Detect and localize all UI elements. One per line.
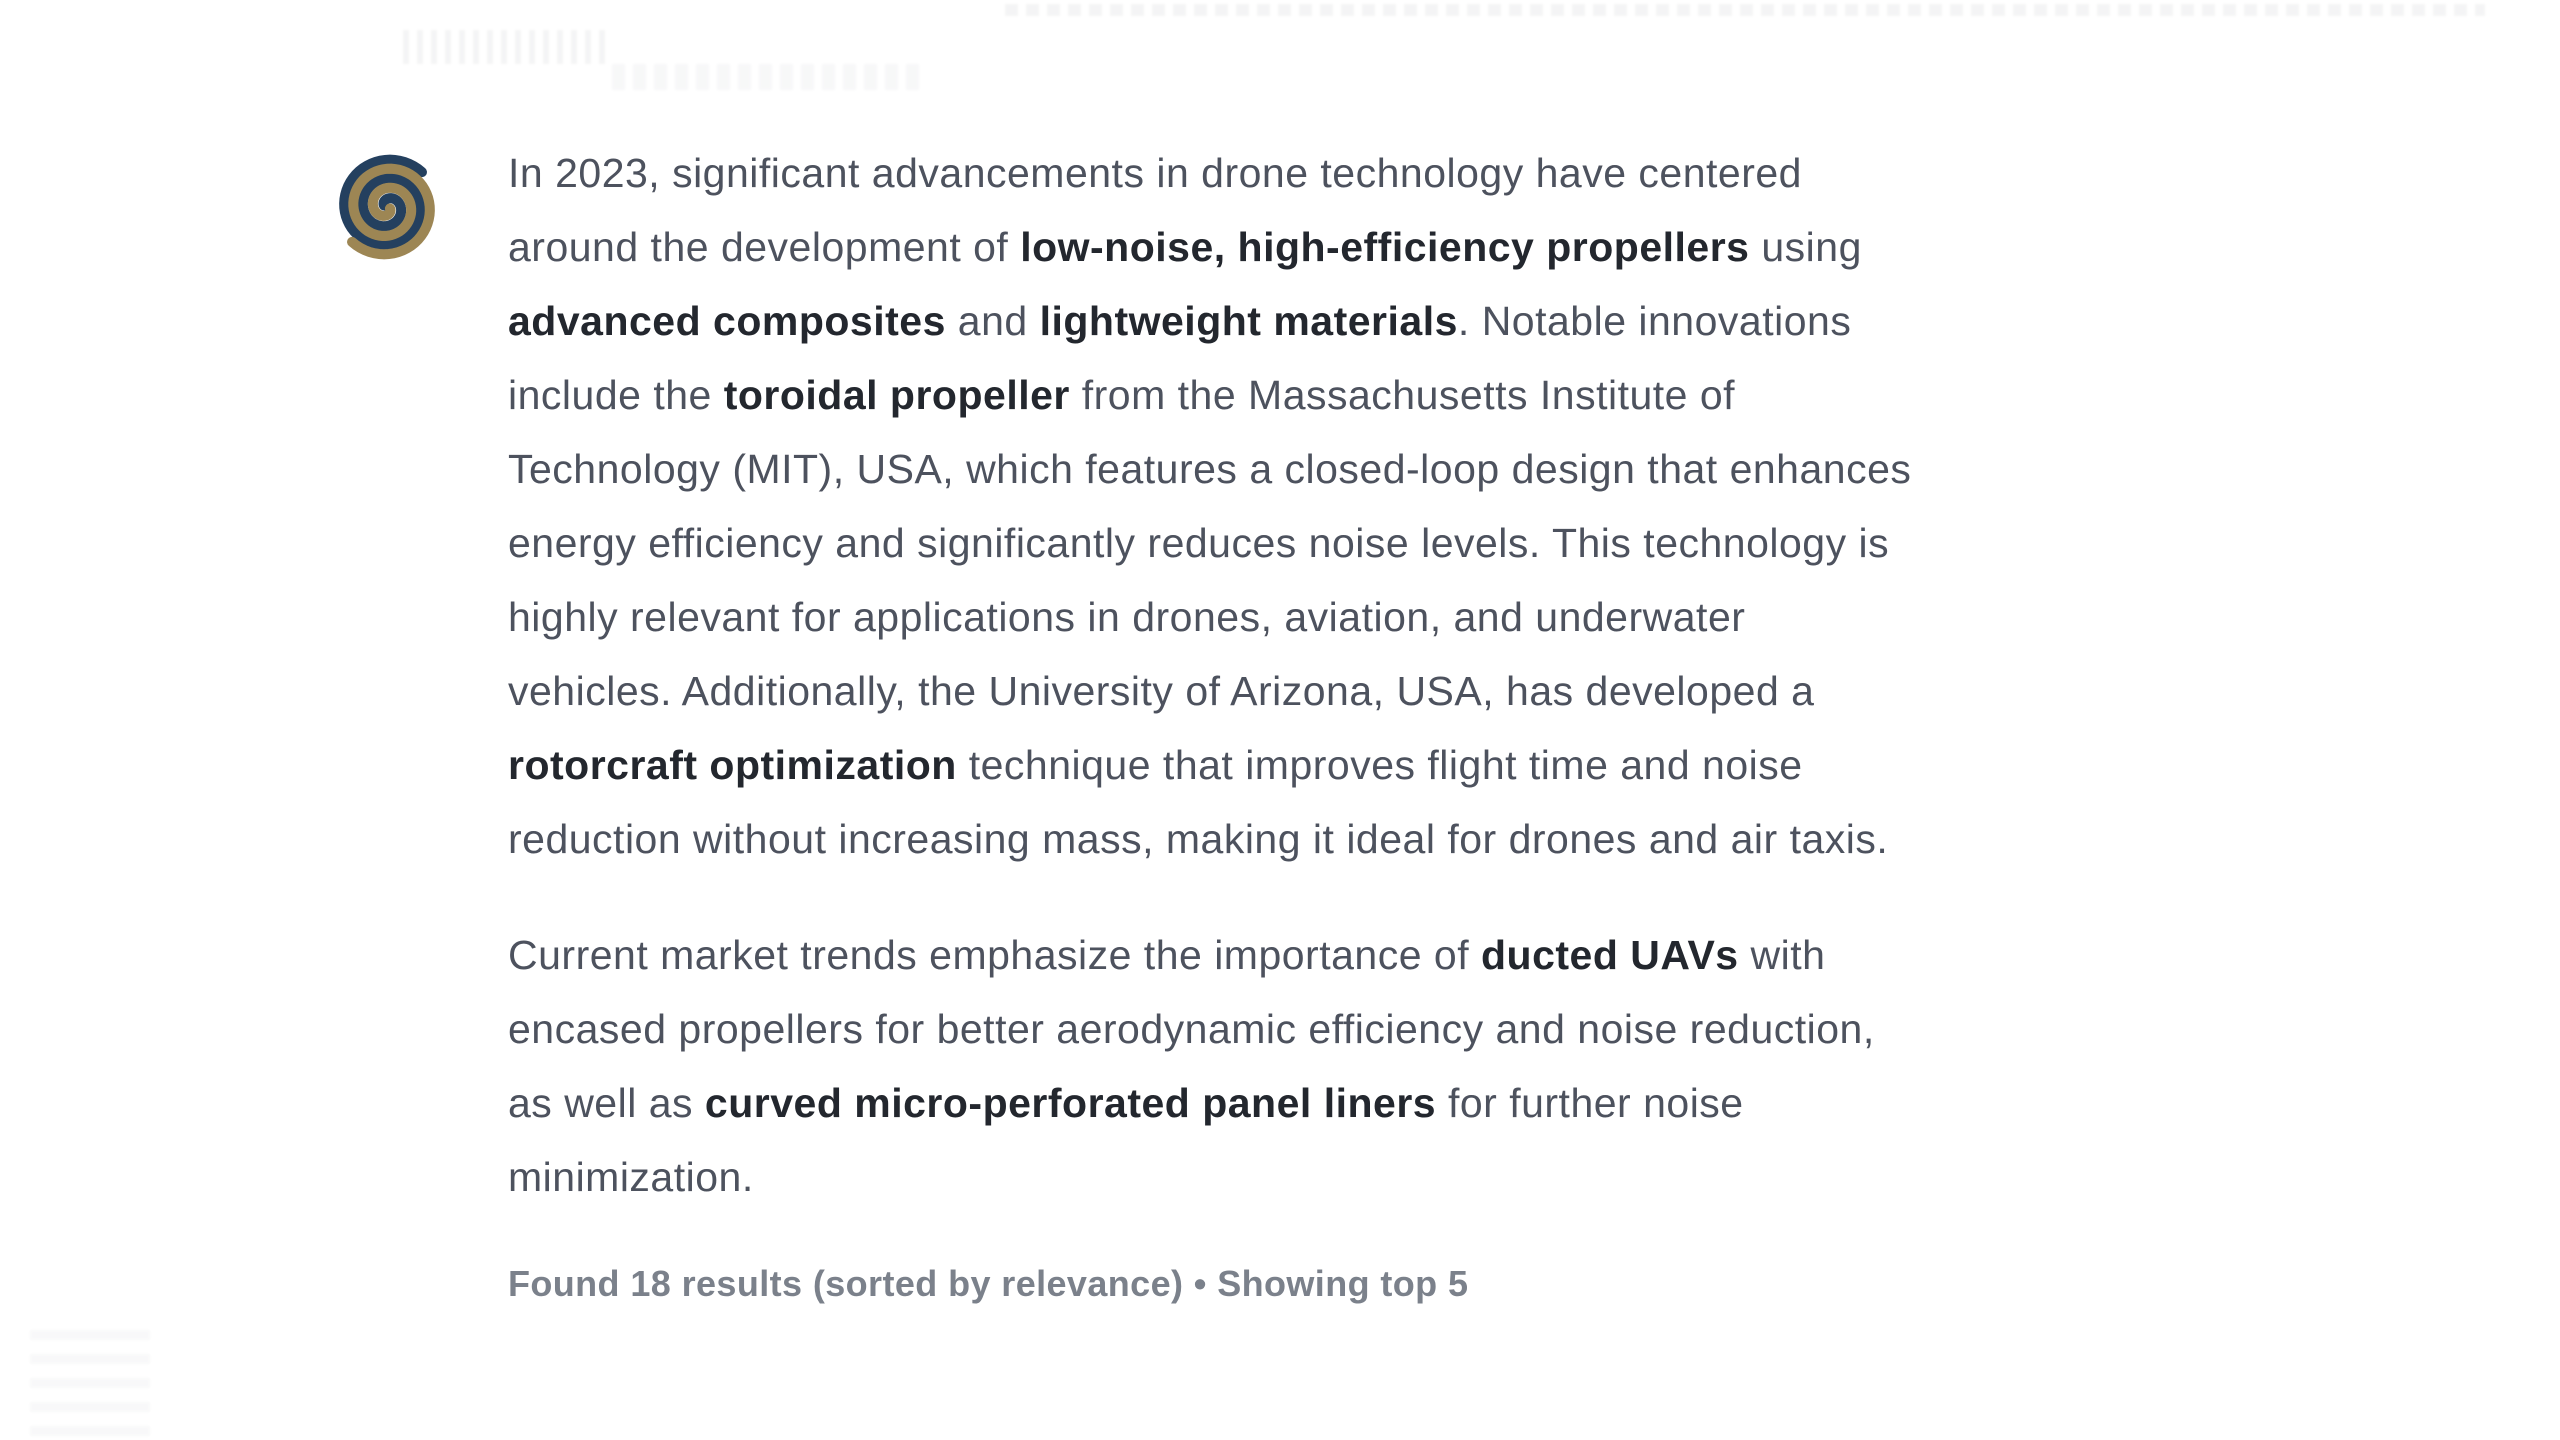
cropped-text-artifact xyxy=(1005,4,2485,16)
text-line: include the toroidal propeller from the Massachusetts Institute of xyxy=(508,372,1736,418)
message-body xyxy=(508,136,2268,1214)
assistant-avatar xyxy=(330,150,444,264)
paragraph xyxy=(508,136,2268,876)
text-line: vehicles. Additionally, the University of Arizona, USA, has developed a xyxy=(508,668,1815,714)
assistant-message xyxy=(508,136,2268,1308)
cropped-text-artifact xyxy=(612,64,922,90)
text-line: advanced composites and lightweight materials. Notable innovations xyxy=(508,298,1852,344)
spiral-logo-icon xyxy=(330,150,444,264)
text-line: around the development of low-noise, high-efficiency propellers using xyxy=(508,224,1862,270)
text-line: In 2023, significant advancements in drone technology have centered xyxy=(508,150,1802,196)
cropped-text-artifact xyxy=(30,1330,150,1436)
text-line: Current market trends emphasize the importance of ducted UAVs with xyxy=(508,932,1826,978)
text-line: minimization. xyxy=(508,1154,754,1200)
text-line: Technology (MIT), USA, which features a closed-loop design that enhances xyxy=(508,446,1912,492)
cropped-text-artifact xyxy=(403,30,608,64)
text-line: as well as curved micro-perforated panel liners for further noise xyxy=(508,1080,1744,1126)
paragraph xyxy=(508,918,2268,1214)
text-line: rotorcraft optimization technique that improves flight time and noise xyxy=(508,742,1803,788)
text-line: encased propellers for better aerodynamic efficiency and noise reduction, xyxy=(508,1006,1875,1052)
text-line: highly relevant for applications in drones, aviation, and underwater xyxy=(508,594,1746,640)
text-line: energy efficiency and significantly reduces noise levels. This technology is xyxy=(508,520,1890,566)
results-summary: Found 18 results (sorted by relevance) • Showing top 5 xyxy=(508,1263,1469,1304)
text-line: reduction without increasing mass, making it ideal for drones and air taxis. xyxy=(508,816,1889,862)
